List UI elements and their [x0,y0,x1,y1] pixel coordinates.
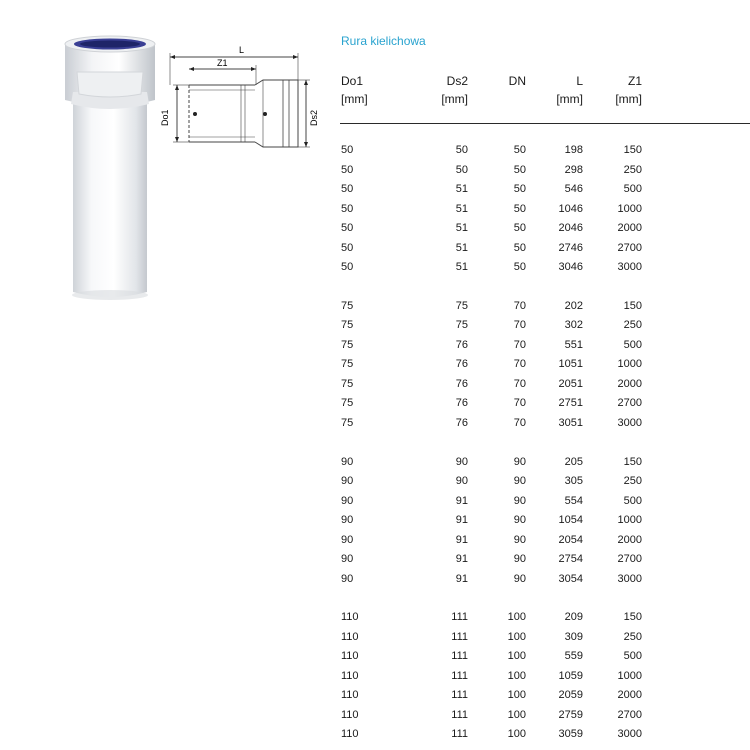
table-cell-dn: 90 [513,553,526,566]
column-name: Z1 [627,74,642,88]
table-cell-l: 3046 [558,261,583,273]
table-cell-ds2: 76 [455,416,468,429]
table-cell-do1: 110 [341,669,359,682]
table-cell-do1: 110 [341,689,359,702]
table-cell-l: 2046 [558,222,583,234]
table-cell-do1: 75 [341,319,354,332]
table-cell-z1: 3000 [617,572,642,585]
product-title: Rura kielichowa [341,34,426,48]
table-cell-dn: 100 [507,630,526,643]
table-cell-do1: 90 [341,553,354,566]
table-cell-do1: 110 [341,728,359,741]
table-cell-dn: 100 [507,728,526,741]
table-cell-ds2: 111 [451,650,468,663]
table-cell-dn: 90 [513,533,526,546]
table-cell-z1: 2000 [617,377,642,390]
table-cell-dn: 50 [513,144,526,156]
diagram-label-l: L [239,45,245,55]
table-cell-dn: 50 [513,241,526,254]
table-cell-do1: 50 [341,202,354,215]
table-cell-l: 198 [564,144,583,156]
column-unit: [mm] [556,92,583,106]
table-cell-l: 1059 [558,669,583,682]
table-cell-ds2: 51 [455,183,468,195]
table-cell-l: 2759 [558,708,583,721]
table-cell-do1: 110 [341,630,359,643]
table-cell-do1: 90 [341,455,354,468]
table-cell-dn: 100 [507,669,526,682]
table-cell-z1: 500 [623,183,642,195]
table-cell-dn: 50 [513,163,526,176]
table-cell-do1: 50 [341,183,354,195]
table-cell-z1: 500 [623,650,642,663]
table-cell-do1: 50 [341,261,354,273]
table-cell-do1: 75 [341,397,354,410]
table-cell-l: 1054 [558,514,583,527]
diagram-label-ds2: Ds2 [309,109,319,126]
table-cell-ds2: 91 [455,494,468,507]
table-cell-z1: 150 [623,299,642,312]
pipe-product-image [55,30,165,310]
table-cell-z1: 2000 [617,533,642,546]
table-cell-l: 1046 [558,202,583,215]
column-header-do1 [341,72,368,108]
table-cell-do1: 110 [341,708,359,721]
table-cell-dn: 90 [513,455,526,468]
table-cell-l: 302 [564,319,583,332]
table-cell-z1: 2700 [617,241,642,254]
table-cell-z1: 1000 [617,358,642,371]
table-cell-l: 2051 [558,377,583,390]
table-cell-dn: 90 [513,494,526,507]
table-cell-do1: 50 [341,241,354,254]
table-cell-l: 559 [564,650,583,663]
table-cell-l: 309 [564,630,583,643]
table-cell-ds2: 91 [455,572,468,585]
table-cell-l: 2059 [558,689,583,702]
table-cell-dn: 100 [507,650,526,663]
table-cell-do1: 90 [341,475,354,488]
table-cell-ds2: 75 [455,319,468,332]
table-cell-ds2: 75 [455,299,468,312]
table-cell-do1: 110 [341,611,359,624]
table-cell-do1: 90 [341,533,354,546]
column-name: L [576,74,583,88]
table-cell-z1: 250 [623,319,642,332]
table-cell-ds2: 51 [455,241,468,254]
table-cell-z1: 150 [623,144,642,156]
table-cell-dn: 70 [513,358,526,371]
table-cell-l: 202 [564,299,583,312]
table-cell-l: 2754 [558,553,583,566]
table-cell-ds2: 50 [455,163,468,176]
table-cell-l: 554 [564,494,583,507]
column-header-ds2 [425,72,468,108]
column-unit: [mm] [615,92,642,106]
table-cell-l: 1051 [558,358,583,371]
table-cell-l: 3051 [558,416,583,429]
table-cell-z1: 3000 [617,416,642,429]
table-cell-do1: 75 [341,299,354,312]
table-cell-z1: 150 [623,611,642,624]
diagram-label-z1: Z1 [217,58,228,68]
table-cell-z1: 2000 [617,222,642,234]
table-cell-l: 551 [564,338,583,351]
table-cell-ds2: 111 [451,630,468,643]
table-cell-z1: 250 [623,630,642,643]
table-cell-do1: 75 [341,377,354,390]
table-cell-z1: 1000 [617,202,642,215]
table-cell-dn: 50 [513,183,526,195]
table-cell-ds2: 76 [455,397,468,410]
table-cell-ds2: 90 [455,455,468,468]
table-cell-l: 209 [564,611,583,624]
table-cell-l: 2054 [558,533,583,546]
table-cell-do1: 50 [341,222,354,234]
table-cell-dn: 70 [513,416,526,429]
table-cell-dn: 50 [513,222,526,234]
table-cell-ds2: 50 [455,144,468,156]
table-cell-z1: 2000 [617,689,642,702]
table-cell-dn: 100 [507,611,526,624]
table-cell-ds2: 91 [455,533,468,546]
table-cell-ds2: 111 [451,689,468,702]
table-cell-l: 3059 [558,728,583,741]
table-cell-ds2: 111 [451,708,468,721]
table-cell-dn: 50 [513,261,526,273]
column-name: Do1 [341,74,364,88]
table-cell-do1: 90 [341,572,354,585]
table-cell-do1: 110 [341,650,359,663]
column-header-l [540,72,583,108]
table-cell-do1: 75 [341,416,354,429]
table-cell-dn: 70 [513,319,526,332]
table-cell-dn: 90 [513,572,526,585]
table-cell-z1: 250 [623,475,642,488]
table-cell-z1: 3000 [617,728,642,741]
table-cell-ds2: 76 [455,377,468,390]
table-cell-ds2: 111 [451,728,468,741]
table-cell-l: 205 [564,455,583,468]
table-cell-z1: 2700 [617,553,642,566]
table-cell-dn: 70 [513,338,526,351]
diagram-label-do1: Do1 [160,109,170,126]
table-cell-z1: 1000 [617,514,642,527]
table-cell-z1: 150 [623,455,642,468]
column-unit: [mm] [441,92,468,106]
column-header-z1 [600,72,642,108]
table-cell-do1: 90 [341,494,354,507]
pipe-technical-diagram [155,40,330,155]
table-cell-z1: 500 [623,494,642,507]
table-cell-ds2: 91 [455,514,468,527]
table-cell-z1: 1000 [617,669,642,682]
table-cell-do1: 75 [341,358,354,371]
table-cell-dn: 70 [513,377,526,390]
table-cell-ds2: 111 [451,611,468,624]
table-cell-l: 298 [564,163,583,176]
column-header-dn [495,72,526,90]
table-cell-ds2: 51 [455,202,468,215]
table-cell-dn: 70 [513,299,526,312]
table-cell-l: 3054 [558,572,583,585]
table-cell-dn: 90 [513,475,526,488]
table-cell-do1: 50 [341,163,354,176]
table-cell-dn: 100 [507,708,526,721]
table-cell-do1: 75 [341,338,354,351]
table-cell-l: 2746 [558,241,583,254]
header-divider [340,123,750,124]
table-cell-l: 546 [564,183,583,195]
table-cell-ds2: 90 [455,475,468,488]
column-unit: [mm] [341,92,368,106]
table-cell-l: 2751 [558,397,583,410]
column-name: Ds2 [446,74,468,88]
table-cell-ds2: 76 [455,358,468,371]
table-cell-dn: 90 [513,514,526,527]
table-cell-z1: 500 [623,338,642,351]
table-cell-z1: 250 [623,163,642,176]
table-cell-z1: 2700 [617,397,642,410]
table-cell-l: 305 [564,475,583,488]
table-cell-ds2: 91 [455,553,468,566]
table-cell-ds2: 51 [455,222,468,234]
table-cell-z1: 2700 [617,708,642,721]
table-cell-ds2: 51 [455,261,468,273]
table-cell-z1: 3000 [617,261,642,273]
table-cell-do1: 50 [341,144,354,156]
table-cell-dn: 70 [513,397,526,410]
table-cell-dn: 50 [513,202,526,215]
table-cell-dn: 100 [507,689,526,702]
column-name: DN [508,74,526,88]
table-cell-ds2: 111 [451,669,468,682]
table-cell-do1: 90 [341,514,354,527]
table-cell-ds2: 76 [455,338,468,351]
